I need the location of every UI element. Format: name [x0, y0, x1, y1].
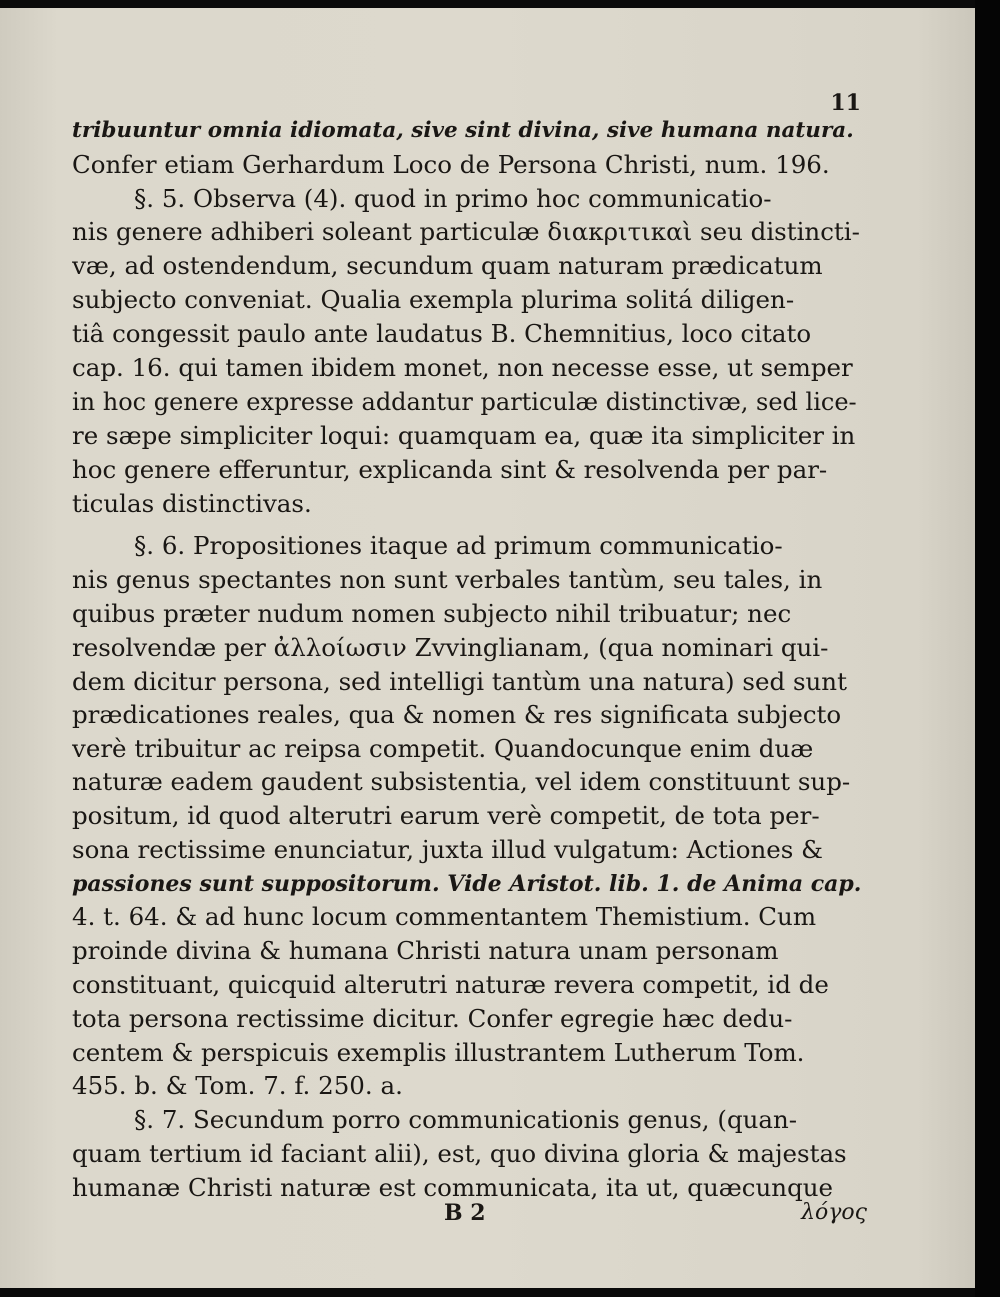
text-line: verè tribuitur ac reipsa competit. Quandocunque enim duæ — [72, 734, 814, 763]
text-line: prædicationes reales, qua & nomen & res significata subjecto — [72, 700, 842, 729]
text-line: Confer etiam Gerhardum Loco de Persona Christi, num. 196. — [72, 150, 830, 179]
text-line: resolvendæ per ἀλλοίωσιν Zvvinglianam, (qua nominari qui- — [72, 633, 829, 662]
signature-mark: B 2 — [444, 1200, 486, 1226]
text-line: naturæ eadem gaudent subsistentia, vel idem constituunt sup- — [72, 767, 851, 796]
page-number: 11 — [830, 90, 861, 116]
text-line: tota persona rectissime dicitur. Confer egregie hæc dedu- — [72, 1004, 793, 1033]
catchword: λόγος — [801, 1200, 867, 1225]
text-line: quibus præter nudum nomen subjecto nihil tribuatur; nec — [72, 599, 792, 628]
text-line: subjecto conveniat. Qualia exempla plurima solitá diligen- — [72, 285, 795, 314]
text-line: re sæpe simpliciter loqui: quamquam ea, quæ ita simpliciter in — [72, 421, 856, 450]
text-line: væ, ad ostendendum, secundum quam naturam prædicatum — [72, 251, 823, 280]
text-line: humanæ Christi naturæ est communicata, ita ut, quæcunque — [72, 1173, 834, 1202]
text-line: nis genere adhiberi soleant particulæ διακριτικαὶ seu distincti- — [72, 217, 860, 246]
text-line: §. 6. Propositiones itaque ad primum communicatio- — [134, 531, 783, 560]
text-line: centem & perspicuis exemplis illustrantem Lutherum Tom. — [72, 1038, 805, 1067]
text-line: quam tertium id faciant alii), est, quo divina gloria & majestas — [72, 1139, 847, 1168]
text-line: positum, id quod alterutri earum verè competit, de tota per- — [72, 801, 820, 830]
scan-border — [975, 0, 1000, 1297]
text-line: hoc genere efferuntur, explicanda sint & resolvenda per par- — [72, 455, 828, 484]
text-line: cap. 16. qui tamen ibidem monet, non necesse esse, ut semper — [72, 353, 853, 382]
text-line: proinde divina & humana Christi natura unam personam — [72, 936, 779, 965]
text-line: §. 7. Secundum porro communicationis genus, (quan- — [134, 1105, 798, 1134]
text-line: §. 5. Observa (4). quod in primo hoc communicatio- — [134, 184, 772, 213]
text-line: 455. b. & Tom. 7. f. 250. a. — [72, 1071, 403, 1100]
text-line: passiones sunt suppositorum. Vide Aristot. lib. 1. de Anima cap. — [72, 871, 862, 897]
text-line: nis genus spectantes non sunt verbales tantùm, seu tales, in — [72, 565, 823, 594]
text-line: sona rectissime enunciatur, juxta illud vulgatum: Actiones & — [72, 835, 823, 864]
text-line: constituant, quicquid alterutri naturæ revera competit, id de — [72, 970, 829, 999]
text-line: 4. t. 64. & ad hunc locum commentantem Themistium. Cum — [72, 902, 817, 931]
text-line: tribuuntur omnia idiomata, sive sint divina, sive humana natura. — [72, 118, 854, 143]
text-line: ticulas distinctivas. — [72, 489, 312, 518]
text-line: tiâ congessit paulo ante laudatus B. Chemnitius, loco citato — [72, 319, 812, 348]
text-line: dem dicitur persona, sed intelligi tantùm una natura) sed sunt — [72, 667, 847, 696]
text-line: in hoc genere expresse addantur particulæ distinctivæ, sed lice- — [72, 388, 857, 416]
book-page — [0, 8, 975, 1288]
